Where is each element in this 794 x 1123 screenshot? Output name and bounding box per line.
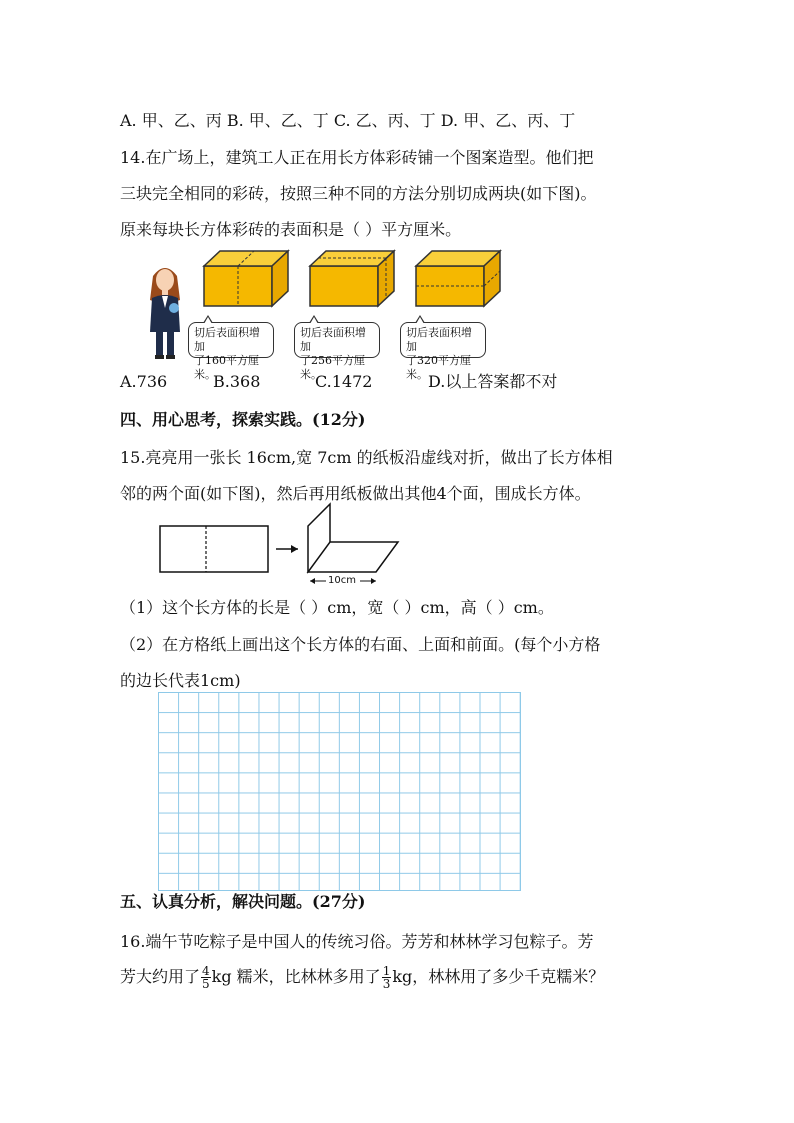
fraction-one-third	[382, 965, 392, 990]
q14-text-line3: 原来每块长方体彩砖的表面积是（ ）平方厘米。	[120, 220, 462, 239]
bubble-3-line2: 了320平方厘米。	[406, 354, 471, 381]
q15-sub-question-2-line1: （2）在方格纸上画出这个长方体的右面、上面和前面。(每个小方格	[120, 635, 601, 654]
speech-bubble-2	[294, 322, 380, 381]
folding-diagram	[158, 500, 408, 592]
fraction-1-numerator: 4	[202, 964, 210, 978]
bubble-3-line1: 切后表面积增加	[406, 326, 472, 353]
fraction-1-denominator: 5	[202, 977, 210, 991]
bubble-2-line1: 切后表面积增加	[300, 326, 366, 353]
bubble-1-line1: 切后表面积增加	[194, 326, 260, 353]
q14-choice-b[interactable]: B.368	[213, 372, 261, 391]
section-4-heading: 四、用心思考，探索实践。(12分)	[120, 410, 366, 429]
q13-options: A. 甲、乙、丙 B. 甲、乙、丁 C. 乙、丙、丁 D. 甲、乙、丙、丁	[120, 111, 576, 130]
section-5-heading: 五、认真分析，解决问题。(27分)	[120, 892, 366, 911]
q16-text-part-c: kg，林林用了多少千克糯米？	[392, 967, 605, 986]
speech-bubble-1	[188, 322, 274, 381]
q14-choice-c[interactable]: C.1472	[315, 372, 373, 391]
q15-sub-question-1: （1）这个长方体的长是（ ）cm，宽（ ）cm，高（ ）cm。	[120, 598, 554, 617]
q14-choice-d[interactable]: D.以上答案都不对	[428, 372, 558, 391]
q15-text-line1: 15.亮亮用一张长 16cm,宽 7cm 的纸板沿虚线对折，做出了长方体相	[120, 448, 613, 467]
dimension-label-10cm: 10cm	[328, 575, 356, 586]
brick-cut-2	[306, 248, 398, 310]
q15-sub-question-2-line2: 的边长代表1cm)	[120, 671, 241, 690]
brick-cut-1	[200, 248, 292, 310]
q15-text-line2: 邻的两个面(如下图)，然后再用纸板做出其他4个面，围成长方体。	[120, 484, 591, 503]
q14-text-line2: 三块完全相同的彩砖，按照三种不同的方法分别切成两块(如下图)。	[120, 184, 597, 203]
q16-text-line2	[120, 962, 604, 992]
q16-text-part-b: kg 糯米，比林林多用了	[211, 967, 381, 986]
grid-paper[interactable]	[158, 692, 521, 891]
brick-cut-3	[412, 248, 504, 310]
teacher-illustration	[140, 262, 190, 362]
q14-choice-a[interactable]: A.736	[120, 372, 168, 391]
speech-bubble-3	[400, 322, 486, 381]
fraction-2-numerator: 1	[382, 964, 391, 978]
bubble-2-line2: 了256平方厘米。	[300, 354, 365, 381]
bubble-1-line2: 了160平方厘米。	[194, 354, 259, 381]
fraction-2-denominator: 3	[382, 977, 391, 991]
q16-text-line1: 16.端午节吃粽子是中国人的传统习俗。芳芳和林林学习包粽子。芳	[120, 932, 594, 951]
fraction-four-fifths	[201, 965, 211, 990]
q16-text-part-a: 芳大约用了	[120, 967, 201, 986]
q14-text-line1: 14.在广场上，建筑工人正在用长方体彩砖铺一个图案造型。他们把	[120, 148, 594, 167]
